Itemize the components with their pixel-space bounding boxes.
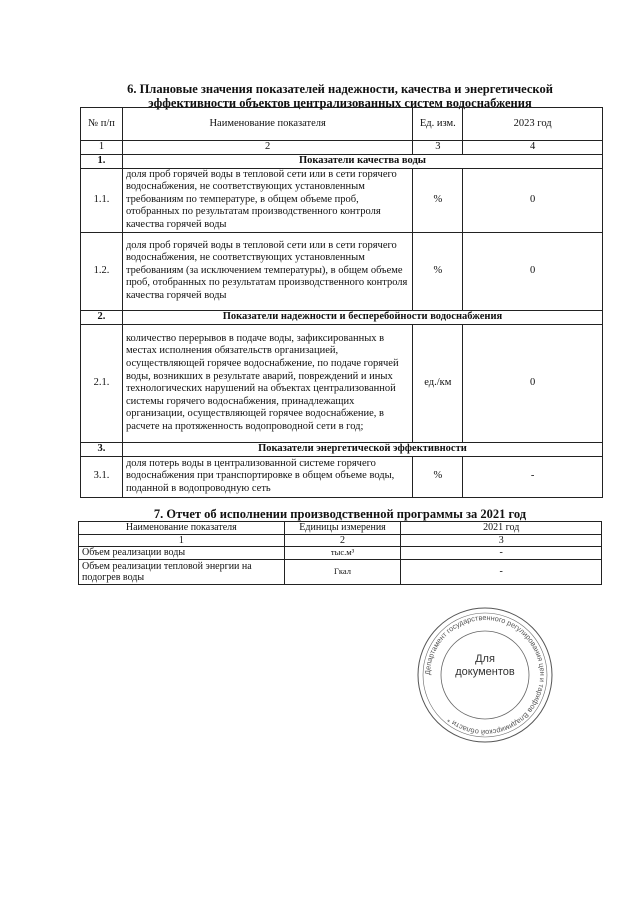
colnum-3: 3 [401,534,602,547]
row-unit: Гкал [284,560,401,585]
header-unit: Единицы измерения [284,522,401,535]
row-value: - [463,456,603,497]
group-row-energy [81,442,603,456]
colnum-1: 1 [79,534,285,547]
stamp-line1: Для [475,653,495,665]
row-value: 0 [463,324,603,442]
group-row-reliability [81,310,603,324]
section6-table [80,107,603,498]
row-text: количество перерывов в подаче воды, зафиксированных в местах исполнения обязательств организацией, осуществляющей горячее водоснабжение, по подаче горячей воды, возникших в результате аварий, повреждений и иных технологических нарушений на объектах централизованной системы горячего водоснабжения, принадлежащих организации, осуществляющей горячее водоснабжение, в расчете на протяженность водопроводной сети в год; [122,324,412,442]
group-title: Показатели качества воды [122,154,602,168]
document-stamp [415,605,555,745]
column-numbers-row [79,534,602,547]
row-value: - [401,560,602,585]
stamp-center [450,653,520,679]
table-row [81,232,603,310]
row-num: 2.1. [81,324,123,442]
table-row [79,547,602,560]
group-title: Показатели надежности и бесперебойности водоснабжения [122,310,602,324]
group-num: 2. [81,310,123,324]
section6-title-line1: 6. Плановые значения показателей надежности, качества и энергетической [127,82,553,96]
colnum-1: 1 [81,141,123,155]
header-name: Наименование показателя [122,108,412,141]
colnum-3: 3 [413,141,463,155]
header-num: № п/п [81,108,123,141]
colnum-4: 4 [463,141,603,155]
group-num: 3. [81,442,123,456]
section6-title-line2: эффективности объектов централизованных систем водоснабжения [148,96,532,110]
header-name: Наименование показателя [79,522,285,535]
section7-title: 7. Отчет об исполнении производственной программы за 2021 год [153,507,527,521]
stamp-line2: документов [455,666,515,678]
header-year: 2023 год [463,108,603,141]
row-value: 0 [463,232,603,310]
group-row-quality [81,154,603,168]
table-row [81,168,603,232]
header-year: 2021 год [401,522,602,535]
row-value: - [401,547,602,560]
row-num: 3.1. [81,456,123,497]
row-unit: % [413,168,463,232]
row-text: доля проб горячей воды в тепловой сети или в сети горячего водоснабжения, не соответствующих установленным требованиям (за исключением температуры), в общем объеме проб, отобранных по результатам производственного контроля качества горячей воды [122,232,412,310]
column-numbers-row [81,141,603,155]
colnum-2: 2 [122,141,412,155]
section6-title [80,82,600,110]
row-unit: % [413,232,463,310]
row-unit: ед./км [413,324,463,442]
row-value: 0 [463,168,603,232]
row-text: доля потерь воды в централизованной системе горячего водоснабжения при транспортировке в общем объеме воды, поданной в водопроводную сеть [122,456,412,497]
header-unit: Ед. изм. [413,108,463,141]
row-unit: % [413,456,463,497]
row-num: 1.1. [81,168,123,232]
row-name: Объем реализации тепловой энергии на подогрев воды [79,560,285,585]
group-num: 1. [81,154,123,168]
table-header-row [81,108,603,141]
stamp-ring-text: Департамент государственного регулирования цен и тарифов Владимирской области * [422,612,548,738]
table-row [81,324,603,442]
colnum-2: 2 [284,534,401,547]
table-row [81,456,603,497]
table-header-row [79,522,602,535]
group-title: Показатели энергетической эффективности [122,442,602,456]
row-unit: тыс.м³ [284,547,401,560]
section7-table [78,521,602,585]
row-text: доля проб горячей воды в тепловой сети или в сети горячего водоснабжения, не соответствующих установленным требованиям по температуре, в общем объеме проб, отобранных по результатам производственного контроля качества горячей воды [122,168,412,232]
row-name: Объем реализации воды [79,547,285,560]
table-row [79,560,602,585]
row-num: 1.2. [81,232,123,310]
